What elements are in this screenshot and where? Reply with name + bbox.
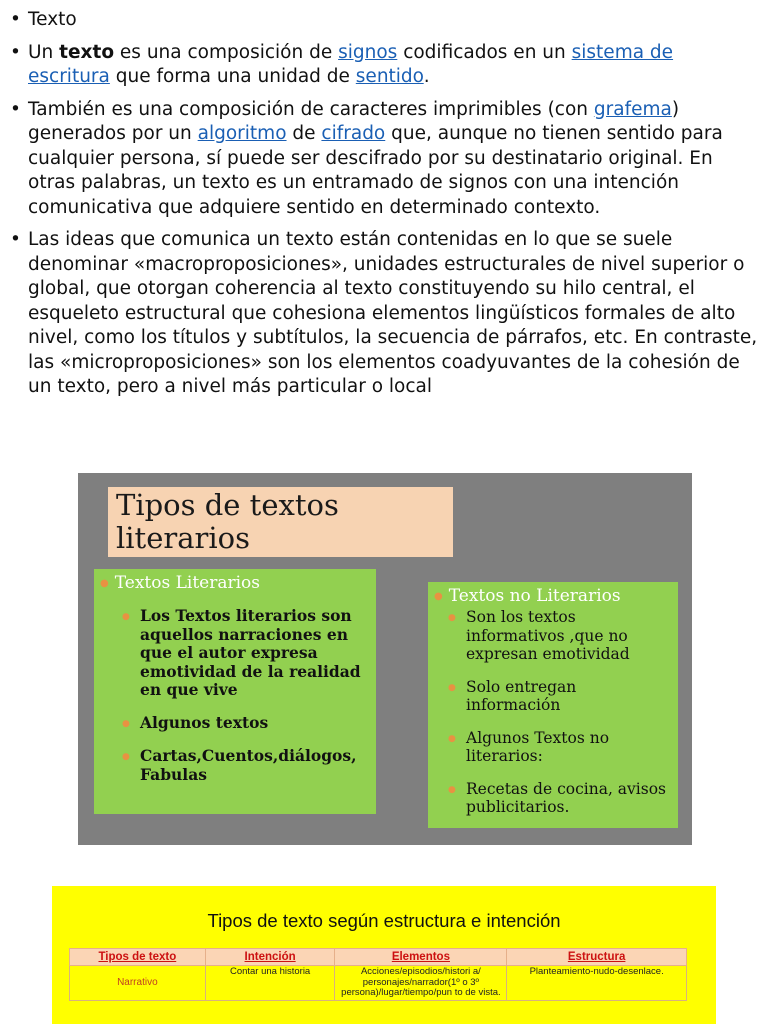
list-item bbox=[122, 607, 366, 700]
text-fragment: es una composición de bbox=[114, 41, 339, 63]
literary-list bbox=[94, 593, 376, 784]
bullet-marker: ● bbox=[448, 784, 456, 795]
link-algoritmo[interactable]: algoritmo bbox=[197, 123, 287, 144]
slide-title: Tipos de textos literarios bbox=[108, 487, 453, 557]
bullet-marker: • bbox=[10, 229, 21, 250]
list-item-text: Los Textos literarios son aquellos narraciones en que el autor expresa emotividad de la realidad en que vive bbox=[140, 606, 361, 699]
link-sentido[interactable]: sentido bbox=[355, 66, 424, 87]
list-item bbox=[448, 780, 670, 817]
bullet-marker: • bbox=[10, 41, 21, 63]
heading-text: Textos Literarios bbox=[114, 573, 260, 593]
heading-text: Textos no Literarios bbox=[448, 586, 621, 606]
bullet-marker: • bbox=[10, 98, 21, 120]
table-cell: Planteamiento-nudo-desenlace. bbox=[507, 966, 687, 1001]
text-fragment: que, aunque no tienen sentido para cualquier persona, sí puede ser descifrado por su destinatario original. En otras palabras, un texto es un entramado de signos con una intención comunicativa que adquiere sentido en determinado contexto. bbox=[28, 123, 723, 218]
bullet-list bbox=[10, 8, 760, 408]
link-cifrado[interactable]: cifrado bbox=[321, 123, 386, 144]
bullet-marker: ● bbox=[122, 752, 130, 762]
table-cell: Narrativo bbox=[70, 966, 206, 1001]
table-header-row bbox=[70, 949, 687, 966]
list-item-text: Recetas de cocina, avisos publicitarios. bbox=[466, 779, 666, 816]
bullet-marker: ● bbox=[434, 591, 443, 602]
list-item-text: Son los textos informativos ,que no expresan emotividad bbox=[466, 608, 630, 663]
column-header: Intención bbox=[205, 949, 335, 966]
bullet-marker: ● bbox=[448, 613, 456, 623]
text-fragment: También es una composición de caracteres imprimibles (con bbox=[28, 98, 594, 120]
bullet-item bbox=[10, 41, 760, 90]
table-title: Tipos de texto según estructura e intención bbox=[207, 910, 561, 931]
non-literary-list bbox=[428, 606, 678, 817]
text-types-table bbox=[69, 948, 687, 1001]
list-item-text: Algunos textos bbox=[140, 712, 269, 732]
slide-image bbox=[78, 473, 692, 845]
bullet-item bbox=[10, 228, 760, 400]
bullet-marker: ● bbox=[122, 718, 130, 729]
bullet-text bbox=[28, 41, 760, 90]
bullet-marker: ● bbox=[448, 682, 456, 693]
bullet-item bbox=[10, 98, 760, 221]
non-literary-heading bbox=[428, 582, 678, 606]
table-cell: Acciones/episodios/histori a/ personajes/narrador(1º o 3º persona)/lugar/tiempo/pun to de vista. bbox=[335, 966, 507, 1001]
list-item-text: Algunos Textos no literarios: bbox=[466, 728, 610, 765]
link-signos[interactable]: signos bbox=[338, 41, 398, 63]
text-fragment: que forma una unidad de bbox=[109, 66, 356, 87]
text-fragment: . bbox=[423, 66, 430, 87]
column-header: Elementos bbox=[335, 949, 507, 966]
text-fragment: codificados en un bbox=[397, 41, 572, 63]
table-row bbox=[70, 966, 687, 1001]
list-item-text: Cartas,Cuentos,diálogos, Fabulas bbox=[140, 746, 357, 784]
link-sistema-de-escritura[interactable]: sistema de escritura bbox=[28, 41, 674, 87]
bullet-marker: • bbox=[10, 9, 21, 30]
bullet-text: Texto bbox=[28, 9, 77, 30]
bullet-marker: ● bbox=[100, 578, 109, 589]
bullet-item bbox=[10, 8, 760, 33]
text-fragment: de bbox=[286, 123, 322, 144]
bullet-text: Las ideas que comunica un texto están contenidas en lo que se suele denominar «macroproposiciones», unidades estructurales de nivel superior o global, que otorgan coherencia al texto constituyendo su hilo central, el esqueleto estructural que cohesiona elementos lingüísticos formales de alto nivel, como los títulos y subtítulos, la secuencia de párrafos, etc. En contraste, las «microproposiciones» son los elementos coadyuvantes de la cohesión de un texto, pero a nivel más particular o local bbox=[28, 229, 758, 397]
list-item-text: Solo entregan información bbox=[466, 677, 577, 714]
bullet-marker: ● bbox=[122, 612, 130, 622]
list-item bbox=[448, 678, 670, 715]
list-item bbox=[122, 747, 366, 784]
list-item bbox=[122, 714, 366, 734]
link-grafema[interactable]: grafema bbox=[593, 98, 672, 120]
list-item bbox=[448, 608, 670, 664]
text-types-table-image bbox=[52, 886, 716, 1024]
text-fragment: ) generados por un bbox=[28, 98, 680, 144]
bullet-marker: ● bbox=[448, 733, 456, 744]
table-cell: Contar una historia bbox=[205, 966, 335, 1001]
bullet-text bbox=[28, 98, 760, 221]
column-header: Estructura bbox=[507, 949, 687, 966]
literary-heading bbox=[94, 569, 376, 593]
text-fragment: Un bbox=[28, 41, 60, 63]
column-header: Tipos de texto bbox=[70, 949, 206, 966]
literary-texts-box bbox=[94, 569, 376, 814]
bold-term: texto bbox=[59, 41, 115, 63]
non-literary-texts-box bbox=[428, 582, 678, 828]
list-item bbox=[448, 729, 670, 766]
